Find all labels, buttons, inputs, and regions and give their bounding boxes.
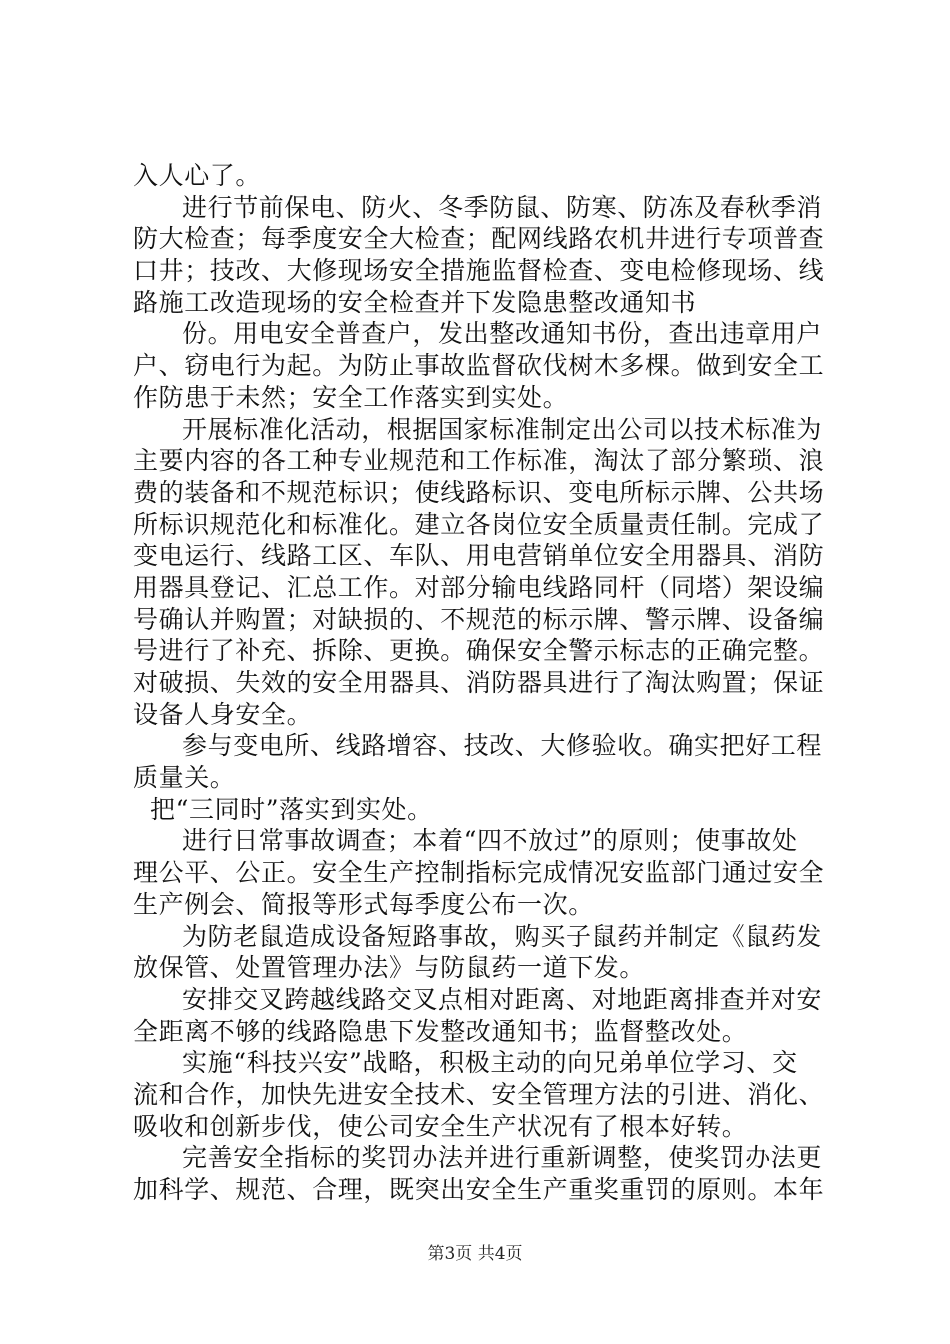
page-footer: 第3页 共4页 — [427, 1244, 523, 1264]
text-line: 主要内容的各工种专业规范和工作标准，淘汰了部分繁琐、浪 — [133, 446, 825, 476]
text-line: 户、窃电行为起。为防止事故监督砍伐树木多棵。做到安全工 — [133, 351, 825, 381]
text-line: 号进行了补充、拆除、更换。确保安全警示标志的正确完整。 — [133, 636, 825, 666]
text-line: 用器具登记、汇总工作。对部分输电线路同杆（同塔）架设编 — [133, 572, 825, 602]
text-line: 费的装备和不规范标识；使线路标识、变电所标示牌、公共场 — [133, 477, 825, 507]
text-line: 加科学、规范、合理，既突出安全生产重奖重罚的原则。本年 — [133, 1175, 825, 1204]
text-line: 放保管、处置管理办法》与防鼠药一道下发。 — [133, 953, 646, 983]
text-line: 进行日常事故调查；本着“四不放过”的原则；使事故处 — [182, 826, 798, 856]
text-line: 质量关。 — [133, 763, 236, 793]
text-line: 设备人身安全。 — [133, 699, 313, 729]
text-line: 作防患于未然；安全工作落实到实处。 — [133, 382, 569, 412]
text-line: 份。用电安全普查户，发出整改通知书份，查出违章用户 — [182, 319, 823, 349]
text-line: 完善安全指标的奖罚办法并进行重新调整，使奖罚办法更 — [182, 1143, 823, 1173]
text-line: 为防老鼠造成设备短路事故，购买子鼠药并制定《鼠药发 — [182, 921, 823, 951]
text-line: 入人心了。 — [133, 161, 262, 190]
text-line: 参与变电所、线路增容、技改、大修验收。确实把好工程 — [182, 731, 823, 761]
document-body — [133, 160, 833, 1206]
text-line: 理公平、公正。安全生产控制指标完成情况安监部门通过安全 — [133, 858, 825, 888]
text-line: 开展标准化活动，根据国家标准制定出公司以技术标准为 — [182, 414, 823, 444]
text-line: 口井；技改、大修现场安全措施监督检查、变电检修现场、线 — [133, 256, 825, 286]
text-line: 进行节前保电、防火、冬季防鼠、防寒、防冻及春秋季消 — [182, 192, 823, 222]
text-line: 变电运行、线路工区、车队、用电营销单位安全用器具、消防 — [133, 541, 825, 571]
text-line: 流和合作，加快先进安全技术、安全管理方法的引进、消化、 — [133, 1079, 825, 1109]
text-line: 对破损、失效的安全用器具、消防器具进行了淘汰购置；保证 — [133, 668, 825, 697]
text-line: 号确认并购置；对缺损的、不规范的标示牌、警示牌、设备编 — [133, 604, 825, 634]
text-line: 所标识规范化和标准化。建立各岗位安全质量责任制。完成了 — [133, 509, 825, 539]
text-line: 防大检查；每季度安全大检查；配网线路农机井进行专项普查 — [133, 224, 825, 254]
text-line: 安排交叉跨越线路交叉点相对距离、对地距离排查并对安 — [182, 984, 823, 1014]
text-line: 吸收和创新步伐，使公司安全生产状况有了根本好转。 — [133, 1111, 748, 1141]
text-line: 生产例会、简报等形式每季度公布一次。 — [133, 889, 594, 919]
text-line: 把“三同时”落实到实处。 — [150, 794, 433, 824]
text-line: 实施“科技兴安”战略，积极主动的向兄弟单位学习、交 — [182, 1048, 798, 1078]
text-line: 路施工改造现场的安全检查并下发隐患整改通知书 — [133, 287, 697, 317]
text-line: 全距离不够的线路隐患下发整改通知书；监督整改处。 — [133, 1016, 748, 1046]
